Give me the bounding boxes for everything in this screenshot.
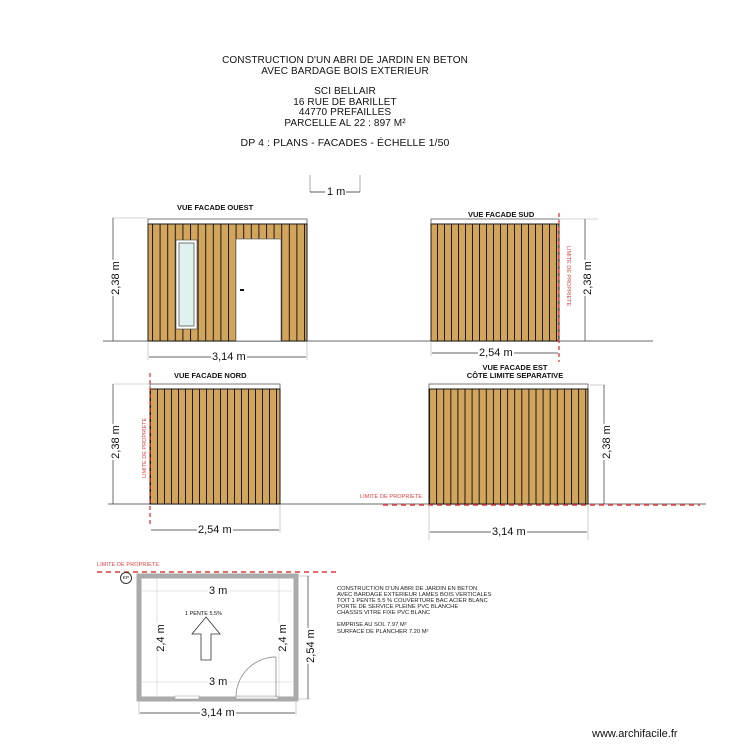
facade-est-width: 3,14 m	[492, 526, 526, 538]
note-line: CHASSIS VITRE FIXE PVC BLANC	[337, 610, 431, 617]
facade-est-limit-label: LIMITE DE PROPRIETE	[360, 494, 423, 500]
note-line: TOIT 1 PENTE 5.5 % COUVERTURE BAC ACIER BLANC	[337, 598, 488, 605]
sheet-title: DP 4 : PLANS - FACADES - ÉCHELLE 1/50	[240, 137, 450, 149]
city: 44770 PREFAILLES	[298, 107, 392, 118]
facade-nord-limit-label: LIMITE DE PROPRIETE	[142, 417, 148, 478]
note-line: PORTE DE SERVICE PLEINE PVC BLANCHE	[337, 604, 459, 611]
facade-est-label-line1: VUE FACADE EST	[482, 363, 548, 372]
note-emprise: EMPRISE AU SOL 7.97 M²	[337, 622, 407, 629]
facade-est-label-line2: CÔTE LIMITE SEPARATIVE	[466, 371, 564, 380]
slope-label: 1 PENTE 5.5%	[185, 611, 222, 617]
parcel: PARCELLE AL 22 : 897 M²	[284, 117, 406, 129]
facade-nord	[113, 373, 280, 533]
plan-inner-width-top: 3 m	[209, 585, 228, 597]
note-line: AVEC BARDAGE EXTERIEUR LAMES BOIS VERTICALES	[337, 592, 492, 599]
project-title-line1: CONSTRUCTION D'UN ABRI DE JARDIN EN BETON	[222, 55, 468, 66]
plan-outer-height: 2,54 m	[304, 629, 317, 663]
facade-nord-height: 2,38 m	[109, 425, 122, 459]
plan-inner-width-bottom: 3 m	[209, 676, 228, 688]
facade-est-height: 2,38 m	[600, 425, 613, 459]
facade-ouest-label: VUE FACADE OUEST	[177, 203, 254, 212]
facade-nord-width: 2,54 m	[198, 524, 232, 536]
plan-limit-label: LIMITE DE PROPRIETE	[97, 562, 160, 568]
facade-ouest-width: 3,14 m	[212, 351, 246, 363]
facade-nord-label: VUE FACADE NORD	[174, 371, 247, 380]
construction-notes	[337, 586, 491, 635]
facade-est-label	[455, 364, 575, 380]
facade-sud	[431, 210, 598, 362]
facade-sud-label: VUE FACADE SUD	[468, 210, 535, 219]
facade-ouest	[109, 218, 307, 360]
scale-bar-label: 1 m	[327, 186, 346, 198]
ep-downspout-symbol: EP	[120, 572, 132, 584]
note-surface: SURFACE DE PLANCHER 7.20 M²	[337, 628, 429, 635]
facade-ouest-height: 2,38 m	[109, 261, 122, 295]
plan-outer-width: 3,14 m	[201, 707, 235, 719]
facade-sud-width: 2,54 m	[479, 347, 513, 359]
facade-est	[383, 384, 700, 540]
facade-sud-height: 2,38 m	[581, 261, 594, 295]
plan-inner-height-right: 2,4 m	[276, 624, 289, 652]
note-line: CONSTRUCTION D'UN ABRI DE JARDIN EN BETON	[337, 586, 478, 592]
owner-name: SCI BELLAIR	[314, 86, 376, 97]
address: 16 RUE DE BARILLET	[293, 96, 397, 108]
watermark: www.archifacile.fr	[592, 728, 678, 740]
project-title-line2: AVEC BARDAGE BOIS EXTERIEUR	[261, 65, 429, 77]
facade-sud-limit-label: LIMITE DE PROPRIETE	[565, 246, 571, 307]
plan-inner-height-left: 2,4 m	[154, 624, 167, 652]
